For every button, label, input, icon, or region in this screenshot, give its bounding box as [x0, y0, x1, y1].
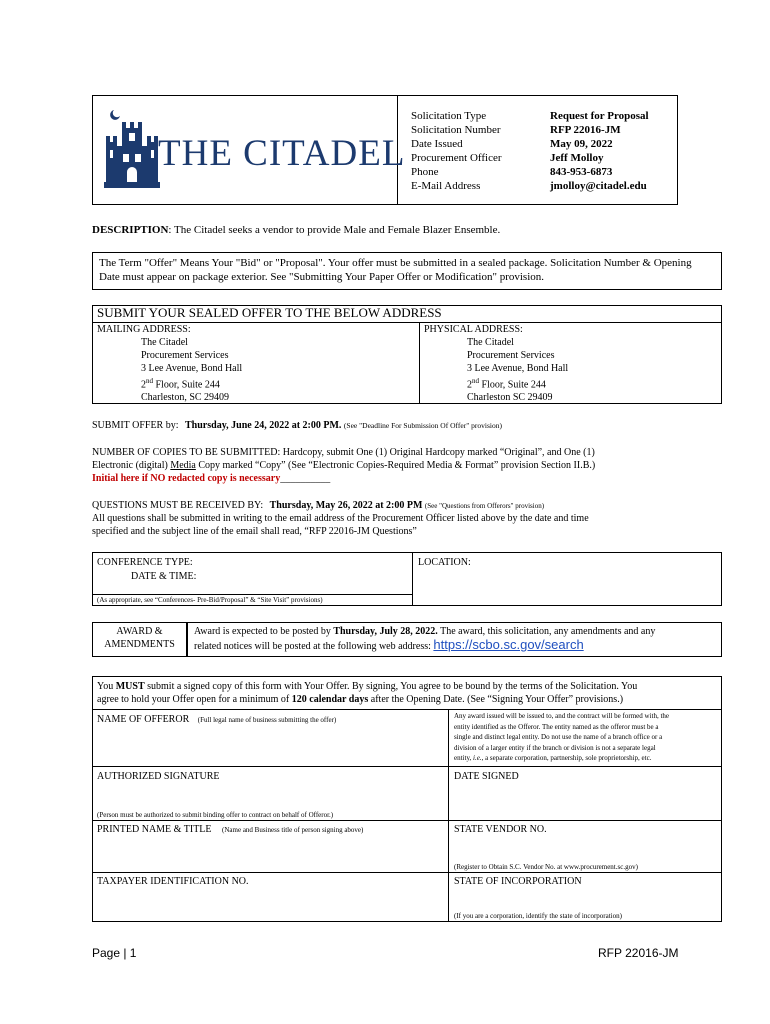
signing-intro: You MUST submit a signed copy of this form with Your Offer. By signing, You agree to be bound by the terms of the Solicitation. You agree to hold your Offer open for a minimum of 120 calendar days after the Opening Date. (See “Signing Your Offer” provisions.): [97, 681, 638, 705]
address-divider: [419, 322, 420, 404]
questions-section: [92, 499, 722, 538]
mailing-line: 2nd Floor, Suite 244: [141, 377, 220, 391]
footer-doc-id: RFP 22016-JM: [598, 946, 679, 960]
offer-notice-box: [92, 252, 722, 290]
submit-offer: [92, 419, 502, 432]
offer-notice-text: The Term "Offer" Means Your "Bid" or "Proposal". Your offer must be submitted in a sealed package. Solicitation Number & Opening Date must appear on package exterior. See "Submitting Your Paper Offer or Modification" provision.: [99, 257, 692, 283]
award-label: AWARD & AMENDMENTS: [104, 626, 175, 650]
conference-divider: [412, 552, 413, 606]
signing-rule-2: [92, 766, 722, 767]
value-email[interactable]: jmolloy@citadel.edu: [550, 180, 647, 192]
header-labels: [411, 109, 541, 193]
physical-line: 3 Lee Avenue, Bond Hall: [467, 363, 569, 374]
citadel-tower-icon: [100, 106, 160, 190]
copies-line-1: NUMBER OF COPIES TO BE SUBMITTED: Hardcopy, submit One (1) Original Hardcopy marked “Original”, and One (1): [92, 447, 595, 458]
state-vendor-field[interactable]: STATE VENDOR NO.: [454, 824, 547, 835]
page-number: Page | 1: [92, 946, 137, 960]
signing-divider: [448, 709, 449, 922]
header-values: [550, 109, 675, 193]
questions-line-1: QUESTIONS MUST BE RECEIVED BY: Thursday, May 26, 2022 at 2:00 PM (See "Questions from Offerors" provision): [92, 500, 545, 511]
value-solicitation-type: Request for Proposal: [550, 110, 649, 122]
physical-address: [424, 323, 714, 404]
address-title: SUBMIT YOUR SEALED OFFER TO THE BELOW ADDRESS: [97, 305, 442, 320]
submit-label: SUBMIT OFFER by:: [92, 420, 179, 431]
conference-note: (As appropriate, see “Conferences- Pre-Bid/Proposal” & “Site Visit” provisions): [97, 596, 323, 604]
label-solicitation-type: Solicitation Type: [411, 110, 487, 122]
signing-rule-3: [92, 820, 722, 821]
state-vendor-note: (Register to Obtain S.C. Vendor No. at www.procurement.sc.gov): [454, 863, 638, 871]
conference-location-label: LOCATION:: [418, 557, 471, 568]
value-solicitation-number: RFP 22016-JM: [550, 124, 621, 136]
physical-line: Charleston SC 29409: [467, 392, 553, 404]
description-text: : The Citadel seeks a vendor to provide Male and Female Blazer Ensemble.: [168, 224, 501, 236]
copies-section: [92, 446, 722, 485]
authorized-signature-note: (Person must be authorized to submit binding offer to contract on behalf of Offeror.): [97, 811, 334, 819]
submit-note: (See "Deadline For Submission Of Offer" provision): [343, 421, 502, 430]
initial-line[interactable]: Initial here if NO redacted copy is necessary__________: [92, 473, 331, 484]
conference-datetime-label: DATE & TIME:: [131, 571, 197, 582]
taxpayer-id-field[interactable]: TAXPAYER IDENTIFICATION NO.: [97, 876, 249, 887]
description-label: DESCRIPTION: [92, 224, 169, 236]
mailing-address: [97, 323, 397, 404]
state-incorporation-note: (If you are a corporation, identify the state of incorporation): [454, 912, 622, 920]
label-date-issued: Date Issued: [411, 138, 463, 150]
signing-rule-1: [92, 709, 722, 710]
printed-name-field[interactable]: PRINTED NAME & TITLE (Name and Business title of person signing above): [97, 824, 364, 835]
physical-line: Procurement Services: [467, 350, 555, 361]
award-text: Award is expected to be posted by Thursday, July 28, 2022. The award, this solicitation, any amendments and any related notices will be posted at the following web address: https://scbo.sc.gov/search: [194, 626, 656, 652]
mailing-line: 3 Lee Avenue, Bond Hall: [141, 363, 243, 374]
logo-text: THE CITADEL: [158, 133, 406, 174]
name-of-offeror-field[interactable]: NAME OF OFFEROR (Full legal name of business submitting the offer): [97, 714, 337, 725]
award-url-link[interactable]: https://scbo.sc.gov/search: [433, 637, 584, 652]
label-solicitation-number: Solicitation Number: [411, 124, 501, 136]
physical-label: PHYSICAL ADDRESS:: [424, 324, 523, 335]
description: [92, 223, 500, 237]
conference-type-label: CONFERENCE TYPE:: [97, 557, 193, 568]
mailing-line: Procurement Services: [141, 350, 229, 361]
physical-line: 2nd Floor, Suite 244: [467, 377, 546, 391]
citadel-logo: [100, 106, 406, 190]
copies-line-2: Electronic (digital) Media Copy marked “Copy” (See “Electronic Copies-Required Media & Format” provision Section II.B.): [92, 460, 596, 471]
questions-line-3: specified and the subject line of the email shall read, “RFP 22016-JM Questions”: [92, 526, 417, 537]
label-procurement-officer: Procurement Officer: [411, 152, 502, 164]
authorized-signature-field[interactable]: AUTHORIZED SIGNATURE: [97, 771, 220, 782]
mailing-line: Charleston, SC 29409: [141, 392, 230, 404]
entity-note: Any award issued will be issued to, and the contract will be formed with, the entity identified as the Offeror. The entity named as the offeror must be a single and distinct legal entity. Do not use the name of a branch office or a division of a larger entity if the branch or division is not a separate legal entity, i.e., a separate corporation, partnership, sole proprietorship, etc.: [454, 712, 670, 762]
label-phone: Phone: [411, 166, 439, 178]
questions-line-2: All questions shall be submitted in writing to the email address of the Procurement Officer listed above by the date and time: [92, 513, 589, 524]
signing-rule-4: [92, 872, 722, 873]
submit-date: Thursday, June 24, 2022 at 2:00 PM.: [185, 420, 342, 431]
physical-line: The Citadel: [467, 337, 514, 348]
mailing-line: The Citadel: [141, 337, 188, 348]
label-email: E-Mail Address: [411, 180, 481, 192]
value-date-issued: May 09, 2022: [550, 138, 613, 150]
value-phone: 843-953-6873: [550, 166, 613, 178]
mailing-label: MAILING ADDRESS:: [97, 324, 191, 335]
state-incorporation-field[interactable]: STATE OF INCORPORATION: [454, 876, 582, 887]
value-procurement-officer: Jeff Molloy: [550, 152, 604, 164]
date-signed-field[interactable]: DATE SIGNED: [454, 771, 519, 782]
